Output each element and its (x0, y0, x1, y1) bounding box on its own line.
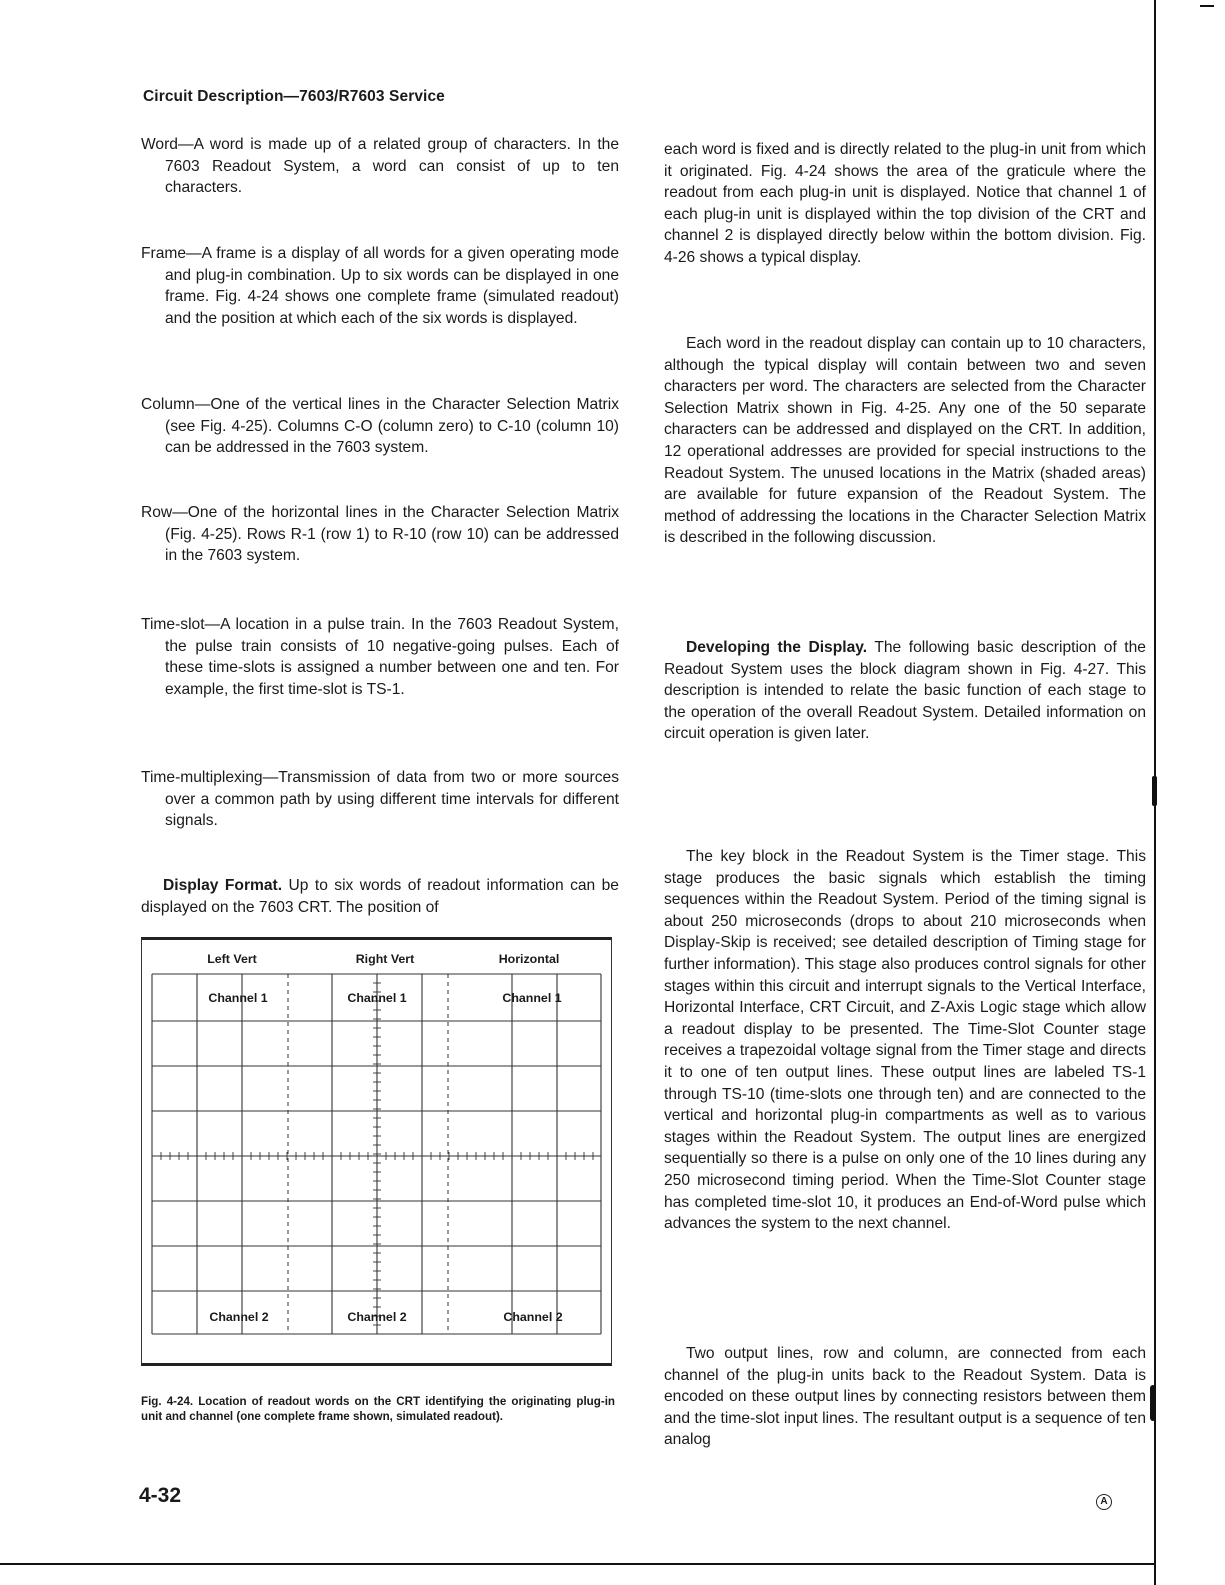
binding-mark (1150, 1385, 1156, 1421)
horizontal-channel-2-label: Channel 2 (503, 1310, 563, 1324)
developing-display-heading: Developing the Display. (686, 639, 868, 656)
corner-mark (1200, 5, 1214, 7)
page-number: 4-32 (139, 1484, 182, 1507)
page-header: Circuit Description—7603/R7603 Service (143, 88, 445, 105)
paragraph-timer-stage: The key block in the Readout System is the Timer stage. This stage produces the basic signals which establish the timing sequences within the Readout System. Period of the timing signal is about 250 microseconds (drops to about 210 microseconds when Display-Skip is received; see detailed description of Timing stage for further information). This stage also produces control signals for other stages within this circuit and interrupt signals to the Vertical Interface, Horizontal Interface, CRT Circuit, and Z-Axis Logic stage which allow a readout display to be presented. The Time-Slot Counter stage receives a trapezoidal voltage signal from the Timer stage and directs it to one of ten output lines. These output lines are labeled TS-1 through TS-10 (time-slots one through ten) and are connected to the vertical and horizontal plug-in compartments as well as to various stages within the Readout System. The output lines are energized sequentially so there is a pulse on only one of the 10 lines during any 250 microsecond timing period. When the Time-Slot Counter stage has completed time-slot 10, it produces an End-of-Word pulse which advances the system to the next channel. (664, 848, 1146, 1233)
display-format-heading: Display Format. (163, 877, 283, 894)
definition-row: Row—One of the horizontal lines in the Character Selection Matrix (Fig. 4-25). Rows R-1 (row 1) to R-10 (row 10) can be addressed in the 7603 system. (141, 504, 619, 565)
left-vert-channel-1-label: Channel 1 (208, 991, 268, 1005)
paragraph-output-lines: Two output lines, row and column, are connected from each channel of the plug-in units back to the Readout System. Data is encoded on these output lines by connecting resistors between them and the time-slot input lines. The resultant output is a sequence of ten analog (664, 1345, 1146, 1449)
paragraph-word-position: each word is fixed and is directly related to the plug-in unit from which it originated. Fig. 4-24 shows the area of the graticule where the readout from each plug-in unit is displayed. Notice that channel 1 of each plug-in unit is displayed within the top division of the CRT and channel 2 is displayed directly below within the bottom division. Fig. 4-26 shows a typical display. (664, 141, 1146, 266)
column-label-right-vert: Right Vert (355, 952, 415, 966)
column-label-horizontal: Horizontal (498, 952, 560, 966)
developing-display-text: The following basic description of the Readout System uses the block diagram shown in Fig. 4-27. This description is intended to relate the basic function of each stage to the operation of the overall Readout System. Detailed information on circuit operation is given later. (664, 639, 1146, 743)
page-bottom-line (0, 1563, 1156, 1565)
definition-frame: Frame—A frame is a display of all words for a given operating mode and plug-in combination. Up to six words can be displayed in one frame. Fig. 4-24 shows one complete frame (simulated readout) and the position at which each of the six words is displayed. (141, 245, 619, 327)
display-format-text: Up to six words of readout information can be displayed on the 7603 CRT. The position of (141, 877, 619, 916)
definition-word: Word—A word is made up of a related group of characters. In the 7603 Readout System, a word can consist of up to ten characters. (141, 136, 619, 197)
left-vert-channel-2-label: Channel 2 (209, 1310, 269, 1324)
revision-mark: A (1096, 1494, 1112, 1510)
figure-4-24 (141, 937, 612, 1366)
paragraph-word-characters: Each word in the readout display can contain up to 10 characters, although the typical display will contain between two and seven characters per word. The characters are selected from the Character Selection Matrix shown in Fig. 4-25. Any one of the 50 separate characters can be addressed and displayed on the CRT. In addition, 12 operational addresses are provided for special instructions to the Readout System. The unused locations in the Matrix (shaded areas) are available for future expansion of the Readout System. The method of addressing the locations in the Character Selection Matrix is described in the following discussion. (664, 335, 1146, 547)
column-label-left-vert: Left Vert (207, 952, 257, 966)
binding-mark (1152, 776, 1157, 806)
definition-column: Column—One of the vertical lines in the Character Selection Matrix (see Fig. 4-25). Columns C-O (column zero) to C-10 (column 10) can be addressed in the 7603 system. (141, 396, 619, 457)
right-vert-channel-2-label: Channel 2 (347, 1310, 407, 1324)
paragraph-developing-display (664, 637, 1146, 745)
crt-graticule-diagram (142, 940, 613, 1369)
definition-time-multiplexing: Time-multiplexing—Transmission of data from two or more sources over a common path by using different time intervals for different signals. (141, 769, 619, 830)
display-format-paragraph (141, 875, 619, 918)
figure-caption: Fig. 4-24. Location of readout words on the CRT identifying the originating plug-in unit and channel (one complete frame shown, simulated readout). (141, 1395, 615, 1423)
right-vert-channel-1-label: Channel 1 (347, 991, 407, 1005)
horizontal-channel-1-label: Channel 1 (502, 991, 562, 1005)
definition-time-slot: Time-slot—A location in a pulse train. In the 7603 Readout System, the pulse train consists of 10 negative-going pulses. Each of these time-slots is assigned a number between one and ten. For example, the first time-slot is TS-1. (141, 616, 619, 698)
